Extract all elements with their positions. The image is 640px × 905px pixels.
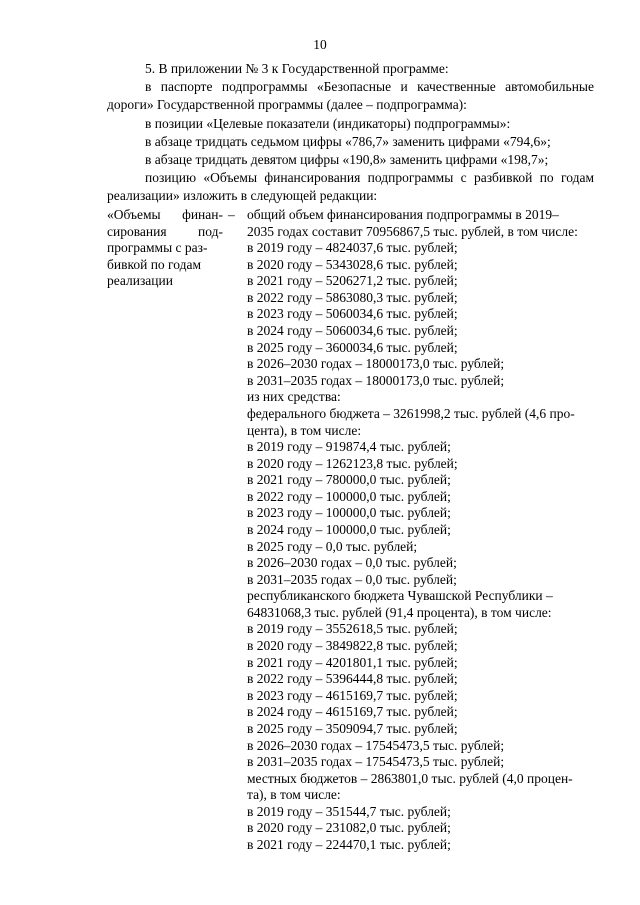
year-amount-line: в 2023 году – 4615169,7 тыс. рублей; <box>247 687 458 703</box>
republic-line: республиканского бюджета Чувашской Республики – <box>247 588 553 604</box>
intro-paragraph: позицию «Объемы финансирования подпрограммы с разбивкой по годам реализации» изложить в следующей редакции: <box>107 170 594 204</box>
year-amount-line: в 2019 году – 4824037,6 тыс. рублей; <box>247 240 458 256</box>
intro-paragraph: в абзаце тридцать седьмом цифры «786,7» заменить цифрами «794,6»; <box>145 133 551 149</box>
year-amount-line: в 2024 году – 4615169,7 тыс. рублей; <box>247 704 458 720</box>
year-amount-line: в 2024 году – 100000,0 тыс. рублей; <box>247 521 451 537</box>
year-amount-line: в 2019 году – 919874,4 тыс. рублей; <box>247 439 451 455</box>
year-amount-line: в 2026–2030 годах – 0,0 тыс. рублей; <box>247 555 457 571</box>
total-line: общий объем финансирования подпрограммы в 2019– <box>247 207 559 222</box>
year-amount-line: в 2020 году – 5343028,6 тыс. рублей; <box>247 256 458 272</box>
total-line: 2035 годах составит 70956867,5 тыс. рублей, в том числе: <box>247 223 578 239</box>
year-amount-line: в 2025 году – 3600034,6 тыс. рублей; <box>247 339 458 355</box>
year-amount-line: в 2021 году – 4201801,1 тыс. рублей; <box>247 654 458 670</box>
local-line: местных бюджетов – 2863801,0 тыс. рублей (4,0 процен- <box>247 770 573 786</box>
federal-line: федерального бюджета – 3261998,2 тыс. рублей (4,6 про- <box>247 405 575 421</box>
year-amount-line: в 2022 году – 5396444,8 тыс. рублей; <box>247 671 458 687</box>
year-amount-line: в 2020 году – 231082,0 тыс. рублей; <box>247 820 451 836</box>
page-number: 10 <box>313 37 327 52</box>
republic-years-list <box>247 621 595 770</box>
year-amount-line: в 2022 году – 100000,0 тыс. рублей; <box>247 488 451 504</box>
year-amount-line: в 2021 году – 780000,0 тыс. рублей; <box>247 472 451 488</box>
total-years-list <box>247 240 595 389</box>
republic-line: 64831068,3 тыс. рублей (91,4 процента), в том числе: <box>247 604 552 620</box>
federal-years-list <box>247 439 595 588</box>
intro-paragraph: в паспорте подпрограммы «Безопасные и качественные автомобильные дороги» Государственной программы (далее – подпрограмма): <box>107 79 594 113</box>
label-line: «Объемы финан- <box>107 207 223 222</box>
year-amount-line: в 2026–2030 годах – 17545473,5 тыс. рублей; <box>247 737 505 753</box>
position-label <box>107 207 223 290</box>
year-amount-line: в 2031–2035 годах – 0,0 тыс. рублей; <box>247 571 457 587</box>
local-years-list <box>247 804 595 854</box>
intro-paragraph: 5. В приложении № 3 к Государственной программе: <box>145 61 449 76</box>
year-amount-line: в 2021 году – 224470,1 тыс. рублей; <box>247 836 451 852</box>
year-amount-line: в 2031–2035 годах – 17545473,5 тыс. рублей; <box>247 754 505 770</box>
year-amount-line: в 2021 году – 5206271,2 тыс. рублей; <box>247 273 458 289</box>
intro-paragraph: в абзаце тридцать девятом цифры «190,8» заменить цифрами «198,7»; <box>145 152 549 168</box>
separator-dash: – <box>228 207 235 222</box>
local-line: та), в том числе: <box>247 787 341 803</box>
year-amount-line: в 2024 году – 5060034,6 тыс. рублей; <box>247 323 458 339</box>
federal-line: цента), в том числе: <box>247 422 362 438</box>
year-amount-line: в 2020 году – 1262123,8 тыс. рублей; <box>247 455 458 471</box>
year-amount-line: в 2025 году – 3509094,7 тыс. рублей; <box>247 720 458 736</box>
intro-paragraph: в позиции «Целевые показатели (индикаторы) подпрограммы»: <box>145 115 511 131</box>
label-line: программы с раз- <box>107 240 208 256</box>
year-amount-line: в 2031–2035 годах – 18000173,0 тыс. рублей; <box>247 372 505 388</box>
year-amount-line: в 2025 году – 0,0 тыс. рублей; <box>247 538 418 554</box>
year-amount-line: в 2023 году – 5060034,6 тыс. рублей; <box>247 306 458 322</box>
year-amount-line: в 2019 году – 3552618,5 тыс. рублей; <box>247 621 458 637</box>
label-line: сирования под- <box>107 223 223 239</box>
intro-section <box>107 60 594 206</box>
of-them-line: из них средства: <box>247 389 341 405</box>
year-amount-line: в 2020 году – 3849822,8 тыс. рублей; <box>247 638 458 654</box>
label-line: реализации <box>107 273 173 289</box>
year-amount-line: в 2026–2030 годах – 18000173,0 тыс. рублей; <box>247 356 505 372</box>
label-line: бивкой по годам <box>107 256 202 272</box>
year-amount-line: в 2019 году – 351544,7 тыс. рублей; <box>247 803 451 819</box>
year-amount-line: в 2023 году – 100000,0 тыс. рублей; <box>247 505 451 521</box>
funding-details <box>247 207 595 854</box>
year-amount-line: в 2022 году – 5863080,3 тыс. рублей; <box>247 289 458 305</box>
